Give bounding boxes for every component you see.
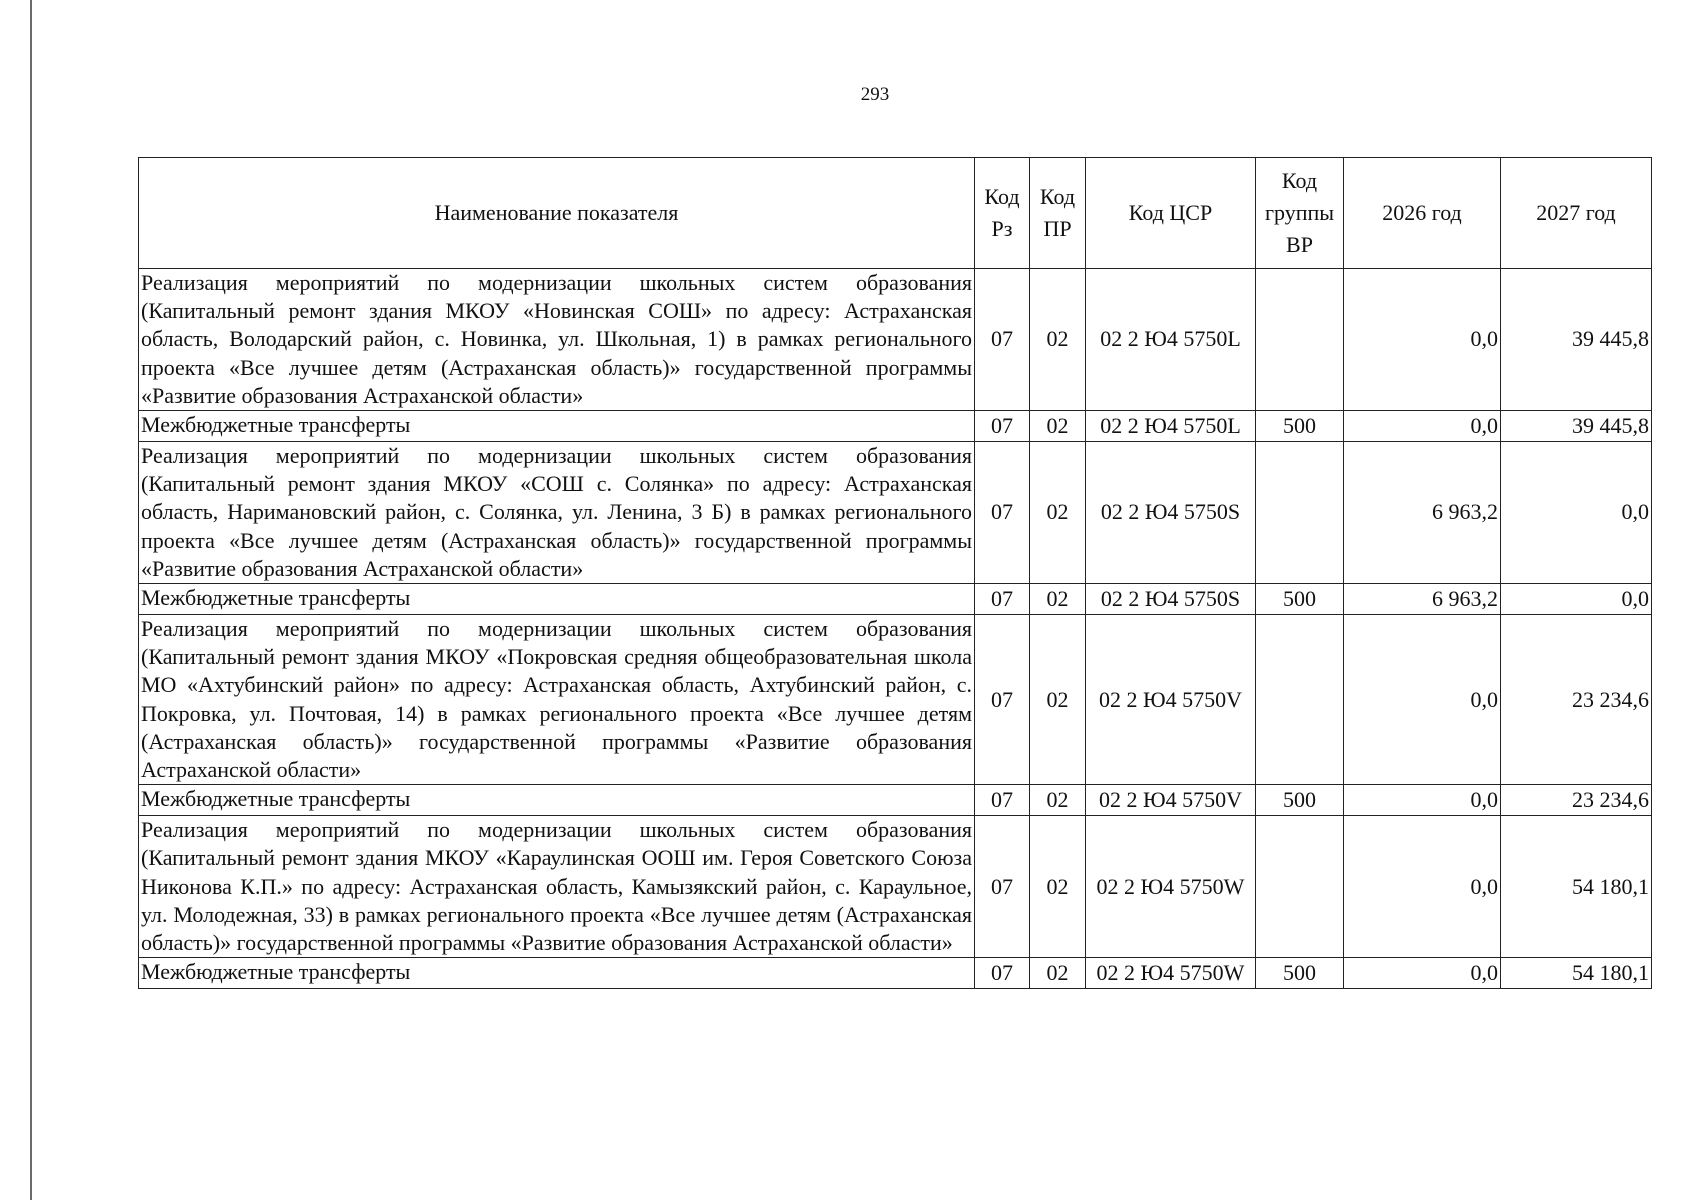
table-row — [139, 269, 1652, 411]
table-row — [139, 615, 1652, 785]
row-pr: 02 — [1030, 584, 1086, 615]
row-name: Межбюджетные трансферты — [139, 584, 975, 615]
header-csr: Код ЦСР — [1086, 158, 1256, 269]
row-2026: 0,0 — [1344, 615, 1501, 785]
table-row — [139, 584, 1652, 615]
row-vr: 500 — [1256, 958, 1344, 989]
row-2026: 0,0 — [1344, 411, 1501, 442]
row-csr: 02 2 Ю4 5750V — [1086, 615, 1256, 785]
header-name: Наименование показателя — [139, 158, 975, 269]
row-pr: 02 — [1030, 411, 1086, 442]
row-2027: 0,0 — [1501, 442, 1652, 584]
table-header-row — [139, 158, 1652, 269]
row-rz: 07 — [975, 584, 1030, 615]
row-2027: 39 445,8 — [1501, 269, 1652, 411]
row-2026: 6 963,2 — [1344, 584, 1501, 615]
row-rz: 07 — [975, 785, 1030, 816]
row-vr: 500 — [1256, 411, 1344, 442]
header-rz: Код Рз — [975, 158, 1030, 269]
row-rz: 07 — [975, 958, 1030, 989]
row-2026: 0,0 — [1344, 269, 1501, 411]
row-csr: 02 2 Ю4 5750S — [1086, 442, 1256, 584]
row-2026: 0,0 — [1344, 816, 1501, 958]
row-pr: 02 — [1030, 269, 1086, 411]
row-2027: 23 234,6 — [1501, 615, 1652, 785]
row-rz: 07 — [975, 269, 1030, 411]
row-name: Межбюджетные трансферты — [139, 785, 975, 816]
row-vr — [1256, 269, 1344, 411]
row-rz: 07 — [975, 615, 1030, 785]
header-pr: Код ПР — [1030, 158, 1086, 269]
row-pr: 02 — [1030, 958, 1086, 989]
row-2026: 0,0 — [1344, 785, 1501, 816]
row-name: Реализация мероприятий по модернизации школьных систем образования (Капитальный ремонт здания МКОУ «Караулинская ООШ им. Героя Советского Союза Никонова К.П.» по адресу: Астраханская область, Камызякский район, с. Караульное, ул. Молодежная, 33) в рамках регионального проекта «Все лучшее детям (Астраханская область)» государственной программы «Развитие образования Астраханской области» — [139, 816, 975, 958]
header-2027: 2027 год — [1501, 158, 1652, 269]
row-pr: 02 — [1030, 785, 1086, 816]
header-2026: 2026 год — [1344, 158, 1501, 269]
page-number: 293 — [860, 84, 890, 105]
row-2026: 0,0 — [1344, 958, 1501, 989]
row-name: Реализация мероприятий по модернизации школьных систем образования (Капитальный ремонт здания МКОУ «Новинская СОШ» по адресу: Астраханская область, Володарский район, с. Новинка, ул. Школьная, 1) в рамках регионального проекта «Все лучшее детям (Астраханская область)» государственной программы «Развитие образования Астраханской области» — [139, 269, 975, 411]
row-pr: 02 — [1030, 816, 1086, 958]
table-row — [139, 411, 1652, 442]
header-vr: Код группы ВР — [1256, 158, 1344, 269]
row-vr: 500 — [1256, 785, 1344, 816]
row-2027: 0,0 — [1501, 584, 1652, 615]
row-csr: 02 2 Ю4 5750S — [1086, 584, 1256, 615]
table-row — [139, 816, 1652, 958]
row-vr — [1256, 442, 1344, 584]
row-2027: 54 180,1 — [1501, 816, 1652, 958]
row-csr: 02 2 Ю4 5750L — [1086, 269, 1256, 411]
row-name: Реализация мероприятий по модернизации школьных систем образования (Капитальный ремонт здания МКОУ «Покровская средняя общеобразовательная школа МО «Ахтубинский район» по адресу: Астраханская область, Ахтубинский район, с. Покровка, ул. Почтовая, 14) в рамках регионального проекта «Все лучшее детям (Астраханская область)» государственной программы «Развитие образования Астраханской области» — [139, 615, 975, 785]
row-2027: 54 180,1 — [1501, 958, 1652, 989]
row-rz: 07 — [975, 442, 1030, 584]
row-2026: 6 963,2 — [1344, 442, 1501, 584]
table-row — [139, 958, 1652, 989]
row-vr: 500 — [1256, 584, 1344, 615]
row-csr: 02 2 Ю4 5750W — [1086, 958, 1256, 989]
row-vr — [1256, 816, 1344, 958]
row-name: Межбюджетные трансферты — [139, 411, 975, 442]
budget-table — [138, 157, 1652, 989]
row-csr: 02 2 Ю4 5750V — [1086, 785, 1256, 816]
row-csr: 02 2 Ю4 5750W — [1086, 816, 1256, 958]
row-2027: 23 234,6 — [1501, 785, 1652, 816]
row-pr: 02 — [1030, 442, 1086, 584]
row-name: Межбюджетные трансферты — [139, 958, 975, 989]
table-row — [139, 785, 1652, 816]
row-rz: 07 — [975, 411, 1030, 442]
row-vr — [1256, 615, 1344, 785]
row-pr: 02 — [1030, 615, 1086, 785]
row-csr: 02 2 Ю4 5750L — [1086, 411, 1256, 442]
row-2027: 39 445,8 — [1501, 411, 1652, 442]
table-row — [139, 442, 1652, 584]
scan-edge-line — [30, 0, 32, 1200]
row-rz: 07 — [975, 816, 1030, 958]
row-name: Реализация мероприятий по модернизации школьных систем образования (Капитальный ремонт здания МКОУ «СОШ с. Солянка» по адресу: Астраханская область, Наримановский район, с. Солянка, ул. Ленина, 3 Б) в рамках регионального проекта «Все лучшее детям (Астраханская область)» государственной программы «Развитие образования Астраханской области» — [139, 442, 975, 584]
